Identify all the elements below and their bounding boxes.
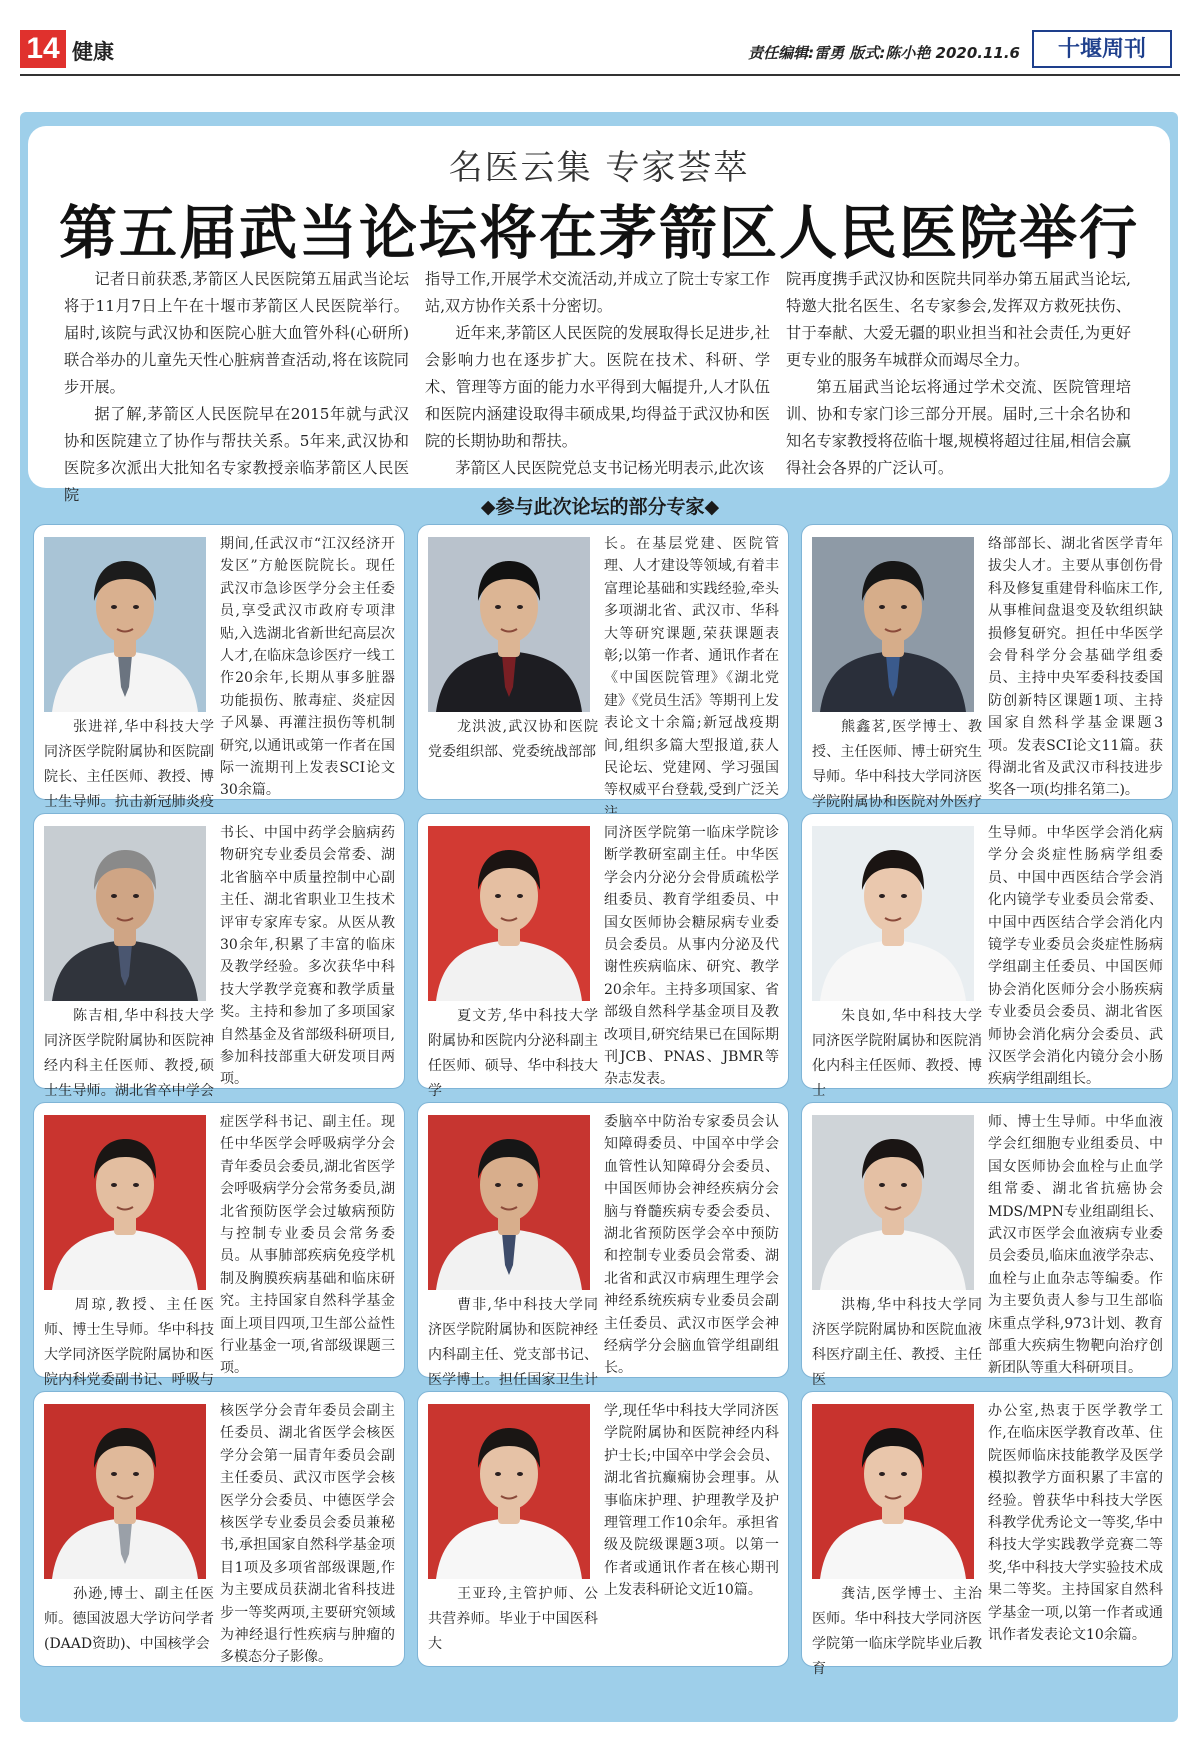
expert-bio: 络部部长、湖北省医学青年拔尖人才。主要从事创伤骨科及修复重建骨科临床工作,从事椎间盘退变及软组织缺损修复研究。担任中华医学会骨科学分会基础学组委员、主持中央军委科技委国防创新特区课题1项、主持国家自然科学基金课题3项。发表SCI论文11篇。获得湖北省及武汉市科技进步奖各一项(均排名第二)。 [988,536,1163,799]
expert-caption-text: 夏文芳,华中科技大学附属协和医院内分泌科副主任医师、硕导、华中科技大学 [428,1008,598,1099]
expert-caption [428,1582,598,1657]
expert-bio: 委脑卒中防治专家委员会认知障碍委员、中国卒中学会血管性认知障碍分会委员、中国医师协会神经疾病分会脑与脊髓疾病专委会委员、湖北省预防医学会卒中预防和控制专业委员会常委、湖北省和武汉市病理生理学会神经系统疾病专业委员会副主任委员、武汉市医学会神经病学分会脑血管学组副组长。 [604,1114,779,1377]
paragraph-continued: 院再度携手武汉协和医院共同举办第五届武当论坛,特邀大批名医生、名专家参会,发挥双方救死扶伤、甘于奉献、大爱无疆的职业担当和社会责任,为更好更专业的服务车城群众而竭尽全力。 [786,270,1131,369]
expert-caption-text: 龙洪波,武汉协和医院党委组织部、党委统战部部 [428,719,598,760]
expert-card [33,813,405,1099]
portrait-photo [428,1404,590,1579]
portrait-photo [812,1115,974,1290]
expert-bio: 生导师。中华医学会消化病学分会炎症性肠病学组委员、中国中西医结合学会消化内镜学专业委员会常委、中国中西医结合学会消化内镜学专业委员会炎症性肠病学组副主任委员、中国医师协会消化医师分会小肠疾病专业委员会委员、湖北省医师协会消化病分会委员、武汉医学会消化内镜分会小肠疾病学组副组长。 [988,825,1163,1088]
expert-bio: 症医学科书记、副主任。现任中华医学会呼吸病学分会青年委员会委员,湖北省医学会呼吸病学分会常务委员,湖北省预防医学会过敏病预防与控制专业委员会常务委员。从事肺部疾病免疫学机制及胸膜疾病基础和临床研究。主持国家自然科学基金面上项目四项,卫生部公益性行业基金一项,省部级课题三项。 [220,1114,395,1377]
expert-bio: 办公室,热衷于医学教学工作,在临床医学教育改革、住院医师临床技能教学及医学模拟教学方面积累了丰富的经验。曾获华中科技大学医科教学优秀论文一等奖,华中科技大学实践教学竞赛二等奖,华中科技大学实验技术成果二等奖。主持国家自然科学基金一项,以第一作者或通讯作者发表论文10余篇。 [988,1403,1163,1644]
portrait-photo [44,537,206,712]
header-rule [20,74,1180,76]
expert-bio: 同济医学院第一临床学院诊断学教研室副主任。中华医学会内分泌分会骨质疏松学组委员、教育学组委员、中国女医师协会糖尿病专业委员会委员。从事内分泌及代谢性疾病临床、研究、教学20余年。主持多项国家、省部级自然科学基金项目及教改项目,研究结果已在国际期刊JCB、PNAS、JBMR等杂志发表。 [604,825,779,1088]
expert-caption-text: 龚洁,医学博士、主治医师。华中科技大学同济医学院第一临床学院毕业后教育 [812,1586,982,1677]
page-header [20,28,1180,72]
article-column-1 [64,266,409,509]
expert-card [33,524,405,810]
expert-card [801,1391,1173,1677]
expert-card [417,1391,789,1667]
paragraph-continued: 指导工作,开展学术交流活动,并成立了院士专家工作站,双方协作关系十分密切。 [425,270,770,315]
expert-caption-text: 张进祥,华中科技大学同济医学院附属协和医院副院长、主任医师、教授、博士生导师。抗击新冠肺炎疫 [44,719,214,810]
expert-card [417,813,789,1099]
portrait-photo [44,1115,206,1290]
experts-section-title: ◆参与此次论坛的部分专家◆ [480,496,720,518]
portrait-photo [44,1404,206,1579]
section-name: 健康 [72,40,114,64]
expert-caption-text: 王亚玲,主管护师、公共营养师。毕业于中国医科大 [428,1586,598,1652]
portrait-photo [428,1115,590,1290]
paragraph: 记者日前获悉,茅箭区人民医院第五届武当论坛将于11月7日上午在十堰市茅箭区人民医院举行。届时,该院与武汉协和医院心脏大血管外科(心研所)联合举办的儿童先天性心脏病普查活动,将在该院同步开展。 [64,270,409,396]
portrait-photo [428,537,590,712]
expert-card [801,524,1173,810]
expert-caption [44,1582,214,1657]
expert-card [801,813,1173,1099]
expert-caption [812,1293,982,1393]
expert-caption [428,715,598,765]
article-column-2 [425,266,770,482]
article-column-3 [786,266,1131,482]
portrait-photo [812,1404,974,1579]
portrait-photo [812,826,974,1001]
expert-caption-text: 洪梅,华中科技大学同济医学院附属协和医院血液科医疗副主任、教授、主任医 [812,1297,982,1388]
portrait-photo [812,537,974,712]
expert-caption-text: 熊鑫茗,医学博士、教授、主任医师、博士研究生导师。华中科技大学同济医学院附属协和医院对外医疗 [812,719,982,810]
expert-bio: 核医学分会青年委员会副主任委员、湖北省医学会核医学分会第一届青年委员会副主任委员、武汉市医学会核医学分会委员、中德医学会核医学专业委员会委员兼秘书,承担国家自然科学基金项目1项及多项省部级课题,作为主要成员获湖北省科技进步一等奖两项,主要研究领域为神经退行性疾病与肿瘤的多模态分子影像。 [220,1403,395,1666]
page-number: 14 [20,30,66,68]
article-kicker: 名医云集 专家荟萃 [448,148,750,188]
expert-bio: 学,现任华中科技大学同济医学院附属协和医院神经内科护士长;中国卒中学会会员、湖北省抗癫痫协会理事。从事临床护理、护理教学及护理管理工作10余年。承担省级及院级课题3项。以第一作者或通讯作者在核心期刊上发表科研论文近10篇。 [604,1403,779,1599]
expert-card [417,524,789,800]
paragraph: 近年来,茅箭区人民医院的发展取得长足进步,社会影响力也在逐步扩大。医院在技术、科研、学术、管理等方面的能力水平得到大幅提升,人才队伍和医院内涵建设取得丰硕成果,均得益于武汉协和医院的长期协助和帮扶。 [425,324,770,450]
expert-bio: 期间,任武汉市“江汉经济开发区”方舱医院院长。现任武汉市急诊医学分会主任委员,享受武汉市政府专项津贴,入选湖北省新世纪高层次人才,在临床急诊医疗一线工作20余年,长期从事多脏器功能损伤、脓毒症、炎症因子风暴、再灌注损伤等机制研究,以通讯或第一作者在国际一流期刊上发表SCI论文30余篇。 [220,536,395,799]
expert-caption [428,1004,598,1104]
expert-caption-text: 陈吉相,华中科技大学同济医学院附属协和医院神经内科主任医师、教授,硕士生导师。湖北省卒中学会 [44,1008,214,1099]
expert-card [33,1391,405,1667]
expert-caption-text: 朱良如,华中科技大学同济医学院附属协和医院消化内科主任医师、教授、博士 [812,1008,982,1099]
expert-bio: 师、博士生导师。中华血液学会红细胞专业组委员、中国女医师协会血栓与止血学组常委、湖北省抗癌协会MDS/MPN专业组副组长、武汉市医学会血液病专业委员会委员,临床血液学杂志、血栓与止血杂志等编委。作为主要负责人参与卫生部临床重点学科,973计划、教育部重大疾病生物靶向治疗创新团队等重大科研项目。 [988,1114,1163,1377]
paragraph: 第五届武当论坛将通过学术交流、医院管理培训、协和专家门诊三部分开展。届时,三十余名协和知名专家教授将莅临十堰,规模将超过往届,相信会赢得社会各界的广泛认可。 [786,378,1131,477]
article-panel [28,126,1170,504]
expert-caption [812,1582,982,1682]
paragraph: 茅箭区人民医院党总支书记杨光明表示,此次该 [455,459,764,477]
expert-card [417,1102,789,1388]
expert-caption-text: 周琼,教授、主任医师、博士生导师。华中科技大学同济医学院附属协和医院内科党委副书记、呼吸与 [44,1297,214,1388]
expert-bio: 书长、中国中药学会脑病药物研究专业委员会常委、湖北省脑卒中质量控制中心副主任、湖北省职业卫生技术评审专家库专家。从医从教30余年,积累了丰富的临床及教学经验。多次获华中科技大学教学竞赛和教学质量奖。主持和参加了多项国家自然基金及省部级科研项目,参加科技部重大研发项目两项。 [220,825,395,1088]
edition-meta: 责任编辑:雷勇 版式:陈小艳 2020.11.6 [748,44,1020,62]
expert-caption [812,1004,982,1104]
portrait-photo [428,826,590,1001]
expert-card [801,1102,1173,1388]
paragraph: 据了解,茅箭区人民医院早在2015年就与武汉协和医院建立了协作与帮扶关系。5年来,武汉协和医院多次派出大批知名专家教授亲临茅箭区人民医院 [64,405,409,504]
portrait-photo [44,826,206,1001]
expert-caption-text: 孙逊,博士、副主任医师。德国波恩大学访问学者(DAAD资助)、中国核学会 [44,1586,214,1652]
expert-card [33,1102,405,1388]
expert-caption-text: 曹非,华中科技大学同济医学院附属协和医院神经内科副主任、党支部书记、医学博士。担任国家卫生计 [428,1297,598,1388]
expert-bio: 长。在基层党建、医院管理、人才建设等领域,有着丰富理论基础和实践经验,牵头多项湖北省、武汉市、华科大等研究课题,荣获课题表彰;以第一作者、通讯作者在《中国医院管理》《湖北党建》《党员生活》等期刊上发表论文十余篇;新冠战疫期间,组织多篇大型报道,获人民论坛、党建网、学习强国等权威平台登载,受到广泛关 [604,536,779,799]
article-headline: 第五届武当论坛将在茅箭区人民医院举行 [58,199,1139,267]
publication-logo: 十堰周刊 [1032,30,1172,68]
